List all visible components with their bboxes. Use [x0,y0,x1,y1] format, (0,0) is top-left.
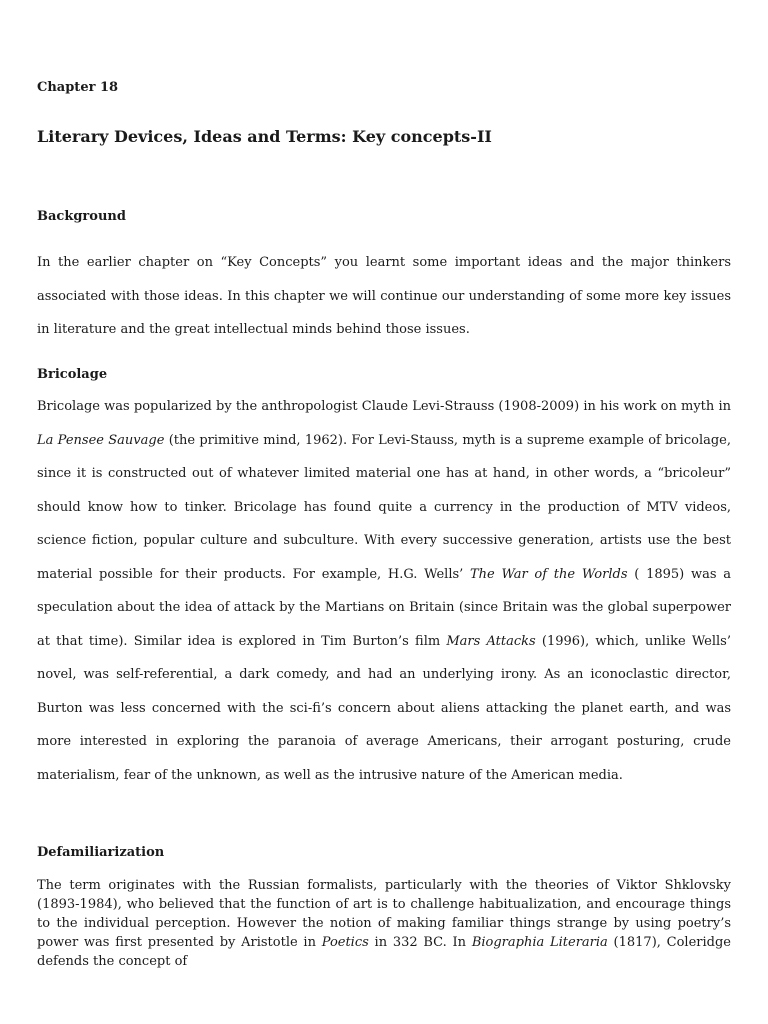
chapter-label: Chapter 18 [37,80,119,95]
section-heading-defamiliarization: Defamiliarization [37,845,165,860]
work-title-biographia-literaria: Biographia Literaria [471,935,608,950]
work-title-war-of-the-worlds: The War of the Worlds [470,566,628,582]
bricolage-paragraph: Bricolage was popularized by the anthropologist Claude Levi-Strauss (1908-2009) in his work on myth in La Pensee Sauvage (the primitive mind, 1962). For Levi-Stauss, myth is a supreme example of bricolage, since it is constructed out of whatever limited material one has at hand, in other words, a “bricoleur” should know how to tinker. Bricolage has found quite a currency in the production of MTV videos, science fiction, popular culture and subculture. With every successive generation, artists use the best material possible for their products. For example, H.G. Wells’ The War of the Worlds ( 1895) was a speculation about the idea of attack by the Martians on Britain (since Britain was the global superpower at that time). Similar idea is explored in Tim Burton’s film Mars Attacks (1996), which, unlike Wells’ novel, was self-referential, a dark comedy, and had an underlying irony. As an iconoclastic director, Burton was less concerned with the sci-fi’s concern about aliens attacking the planet earth, and was more interested in exploring the paranoia of average Americans, their arrogant posturing, crude materialism, fear of the unknown, as well as the intrusive nature of the American media. [37,399,731,783]
work-title-poetics: Poetics [321,935,369,950]
work-title-mars-attacks: Mars Attacks [446,633,536,649]
background-paragraph: In the earlier chapter on “Key Concepts” you learnt some important ideas and the major thinkers associated with those ideas. In this chapter we will continue our understanding of some more key issues in literature and the great intellectual minds behind those issues. [37,255,731,337]
defamiliarization-paragraph: The term originates with the Russian formalists, particularly with the theories of Viktor Shklovsky (1893-1984), who believed that the function of art is to challenge habitualization, and encourage things to the individual perception. However the notion of making familiar things strange by using poetry’s power was first presented by Aristotle in Poetics in 332 BC. In Biographia Literaria (1817), Coleridge defends the concept of [37,878,731,969]
work-title-la-pensee-sauvage: La Pensee Sauvage [37,432,165,448]
chapter-title: Literary Devices, Ideas and Terms: Key concepts-II [37,127,492,146]
section-heading-background: Background [37,209,126,224]
section-heading-bricolage: Bricolage [37,367,108,382]
